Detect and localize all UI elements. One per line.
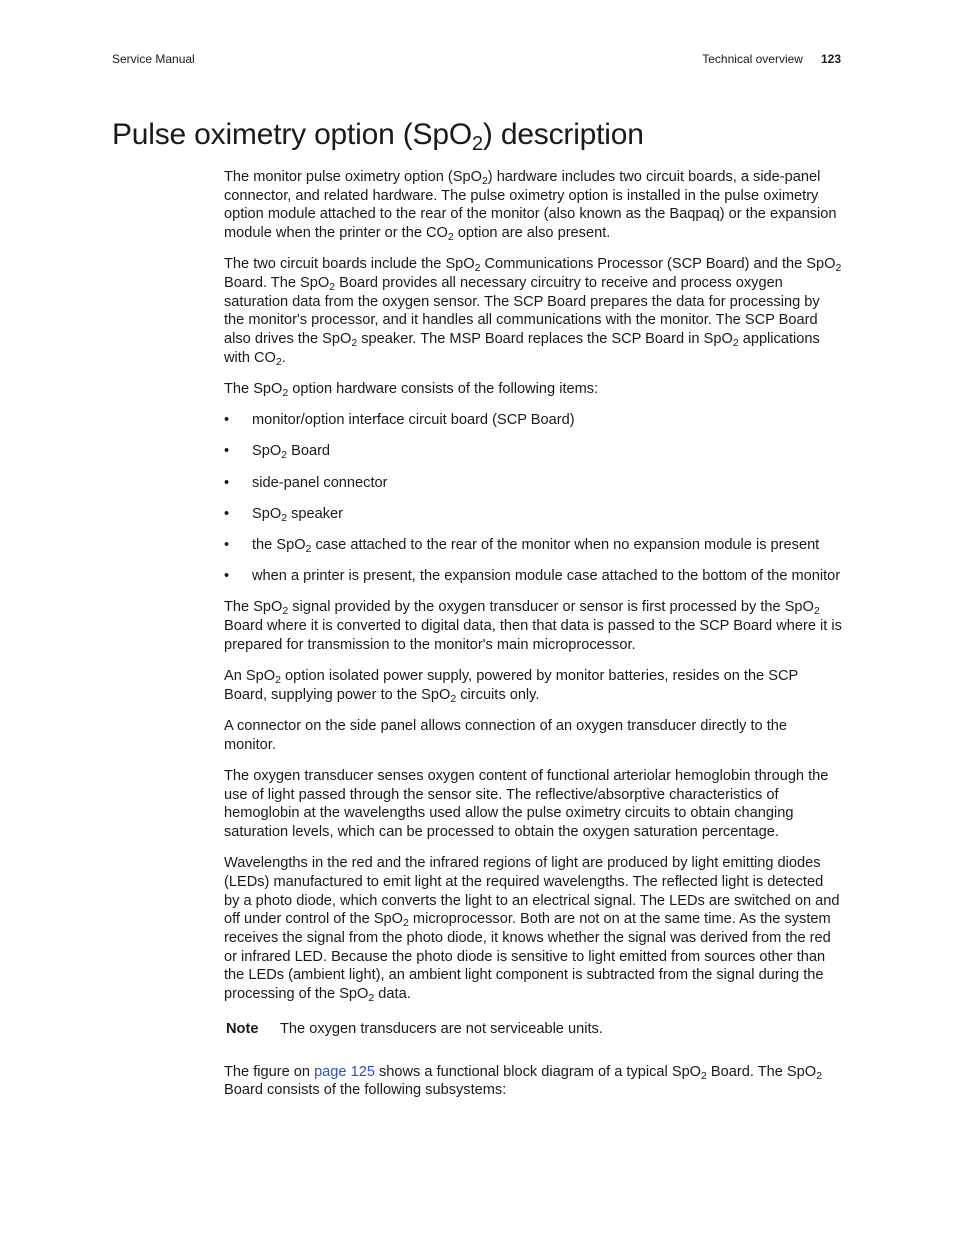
section-name: Technical overview [702,52,803,66]
list-item: • the SpO$_2$ case attached to the rear of the monitor when no expansion module is present [224,536,842,555]
paragraph-intro: The monitor pulse oximetry option (SpO$_2$) hardware includes two circuit boards, a side-panel connector, and related hardware. The pulse oximetry option is installed in the pulse oximetry option module attached to the rear of the monitor (also known as the Baqpaq) or the expansion module when the printer or the $CO_2$ option are also present. [224,169,837,244]
list-item: • monitor/option interface circuit board (SCP Board) [224,411,842,430]
paragraph-hardware-items: The SpO$_2$ option hardware consists of the following items: [224,381,599,400]
page-number: 123 [820,52,841,66]
list-item: • SpO$_2$ speaker [224,505,842,524]
page-link[interactable]: page 125 [314,1063,375,1080]
paragraph-power-supply: An SpO$_2$ option isolated power supply, powered by monitor batteries, resides on the SCP Board, supplying power to the SpO$_2$ circuits only. [224,668,798,705]
paragraph-transducer: The oxygen transducer senses oxygen content of functional arteriolar hemoglobin through the use of light passed through the sensor site. The reflective/absorptive characteristics of hemoglobin at the wavelengths used allow the pulse oximetry circuits to obtain changing saturation levels, which can be processed to obtain the oxygen saturation percentage. [224,767,829,840]
list-item: • when a printer is present, the expansion module case attached to the bottom of the monitor [224,567,842,586]
paragraph-signal: The SpO$_2$ signal provided by the oxygen transducer or sensor is first processed by the SpO$_2$ Board where it is converted to digital data, then that data is passed to the SCP Board where it is prepared for transmission to the monitor's main microprocessor. [224,599,842,653]
note-label: Note [226,1020,259,1037]
hardware-list [224,411,842,586]
note-text: The oxygen transducers are not serviceable units. [280,1020,603,1037]
list-item: • SpO$_2$ Board [224,442,842,461]
body-text [224,168,842,1112]
paragraph-connector: A connector on the side panel allows connection of an oxygen transducer directly to the monitor. [224,717,788,753]
header-right [702,52,841,66]
list-item: • side-panel connector [224,474,842,493]
paragraph-wavelengths: Wavelengths in the red and the infrared regions of light are produced by light emitting diodes (LEDs) manufactured to emit light at the required wavelengths. The reflected light is detected by a photo diode, which converts the light to an electrical signal. The LEDs are switched on and off under control of the SpO$_2$ microprocessor. Both are not on at the same time. As the system receives the signal from the photo diode, it knows whether the signal was derived from the red or infrared LED. Because the photo diode is sensitive to light emitted from sources other than the LEDs (ambient light), an ambient light component is subtracted from the signal during the processing of the SpO$_2$ data. [224,855,840,1005]
page-title: Pulse oximetry option (SpO$_2$) description [112,118,644,155]
paragraph-circuit-boards: The two circuit boards include the SpO$_2$ Communications Processor (SCP Board) and the SpO$_2$ Board. The SpO$_2$ Board provides all necessary circuitry to receive and process oxygen saturation data from the oxygen sensor. The SCP Board prepares the data for processing by the monitor's processor, and it handles all communications with the monitor. The SCP Board also drives the SpO$_2$ speaker. The MSP Board replaces the SCP Board in SpO$_2$ applications with $CO_2$. [224,256,842,368]
manual-title: Service Manual [112,52,195,66]
note-block [226,1020,842,1039]
page-header [112,52,841,70]
paragraph-figure-reference: The figure on page 125 shows a functional block diagram of a typical SpO$_2$ Board. The SpO$_2$ Board consists of the following subsystems: [224,1063,822,1099]
